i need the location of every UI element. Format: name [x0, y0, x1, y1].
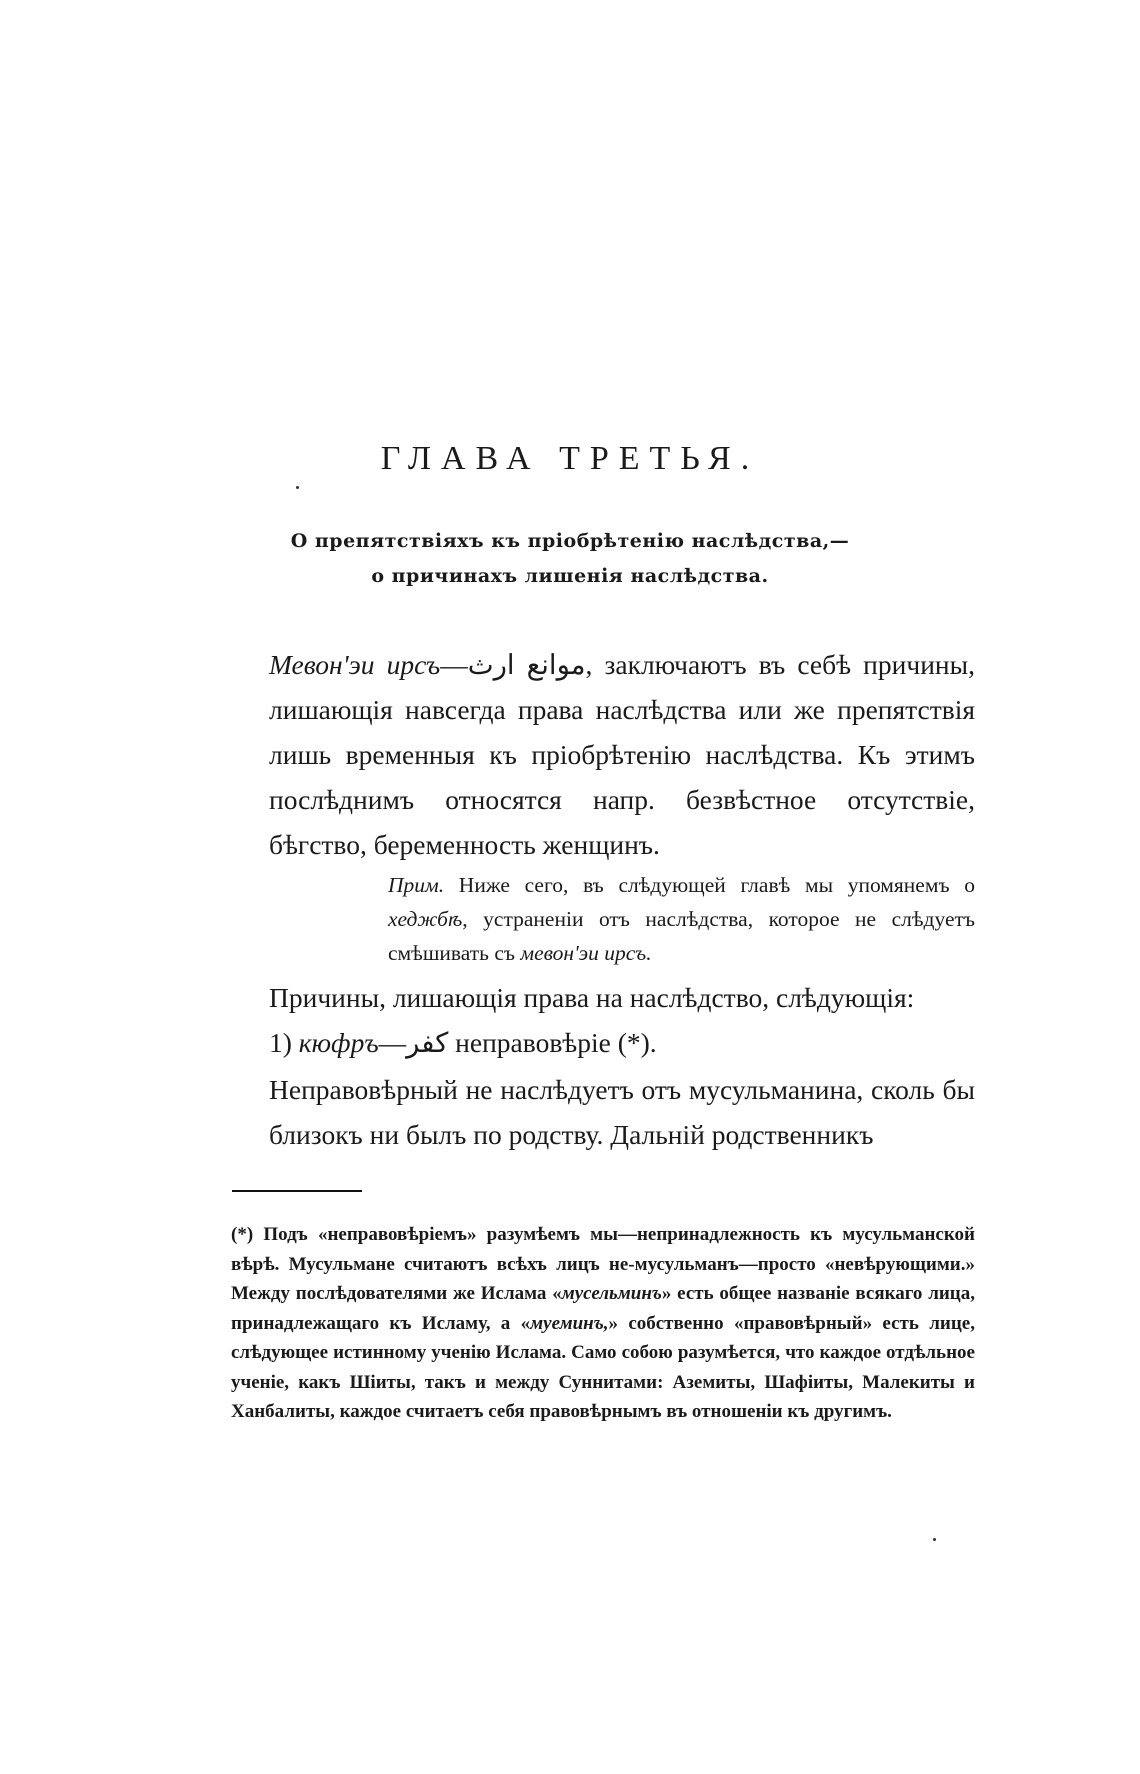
note-term-hejb: хеджбѣ [388, 907, 463, 931]
note-label: Прим. [388, 873, 445, 897]
arabic-term-1: —موانع ارث [440, 649, 586, 680]
note-paragraph [388, 868, 975, 970]
footnote-term-muselmin: мусельминъ [561, 1283, 662, 1304]
footnote-text-b: » есть общее названіе всякаго лица, принадлежащаго къ Исламу, а « [231, 1283, 975, 1334]
chapter-title: ГЛАВА ТРЕТЬЯ. [380, 440, 760, 477]
paragraph-3: Неправовѣрный не наслѣдуетъ отъ мусульманина, сколь бы близокъ ни былъ по родству. Дальній родственникъ [269, 1074, 975, 1150]
list-item-1-text: неправовѣріе (*). [448, 1027, 657, 1058]
term-mevonei-irs: Мевон'эи ирсъ [269, 649, 441, 680]
chapter-subtitle-line2: о причинахъ лишенія наслѣдства. [371, 565, 769, 587]
note-text-a: Ниже сего, въ слѣдующей главѣ мы упомянемъ о [444, 873, 975, 897]
footnote-text-a: (*) Подъ «неправовѣріемъ» разумѣемъ мы—непринадлежность къ мусульманской вѣрѣ. Мусульмане считаютъ всѣхъ лицъ не-мусульманъ—просто «невѣрующими.» Между послѣдователями же Ислама « [231, 1224, 975, 1304]
footnote [231, 1220, 975, 1427]
chapter-subtitle-line1: О препятствіяхъ къ пріобрѣтенію наслѣдства,— [290, 530, 850, 552]
term-kufr: кюфръ [298, 1027, 379, 1058]
arabic-term-2: —كفر [378, 1027, 449, 1058]
paragraph-1 [269, 642, 975, 867]
list-item-1-number: 1) [269, 1027, 299, 1058]
footnote-text-c: » собственно «правовѣрный» есть лице, слѣдующее истинному ученію Ислама. Само собою разумѣется, что каждое отдѣльное ученіе, какъ Шіиты, такъ и между Суннитами: Аземиты, Шафіиты, Малекиты и Ханбалиты, каждое считаетъ себя правовѣрнымъ въ отношеніи къ другимъ. [231, 1312, 975, 1422]
print-speck [933, 1538, 936, 1541]
footnote-divider [232, 1190, 362, 1192]
note-term-mevonei: мевон'эи ирсъ. [520, 941, 652, 965]
paragraph-1-text: , заключаютъ въ себѣ причины, лишающія навсегда права наслѣдства или же препятствія лишь временныя къ пріобрѣтенію наслѣдства. Къ этимъ послѣднимъ относятся напр. безвѣстное отсутствіе, бѣгство, беременность женщинъ. [269, 649, 975, 860]
print-speck [296, 486, 299, 489]
paragraph-2: Причины, лишающія права на наслѣдство, слѣдующія: [269, 982, 915, 1013]
list-item-1 [269, 1020, 975, 1065]
note-text-b: , устраненіи отъ наслѣдства, которое не слѣдуетъ смѣшивать съ [388, 907, 975, 965]
footnote-term-muemin: муеминъ, [530, 1312, 609, 1334]
